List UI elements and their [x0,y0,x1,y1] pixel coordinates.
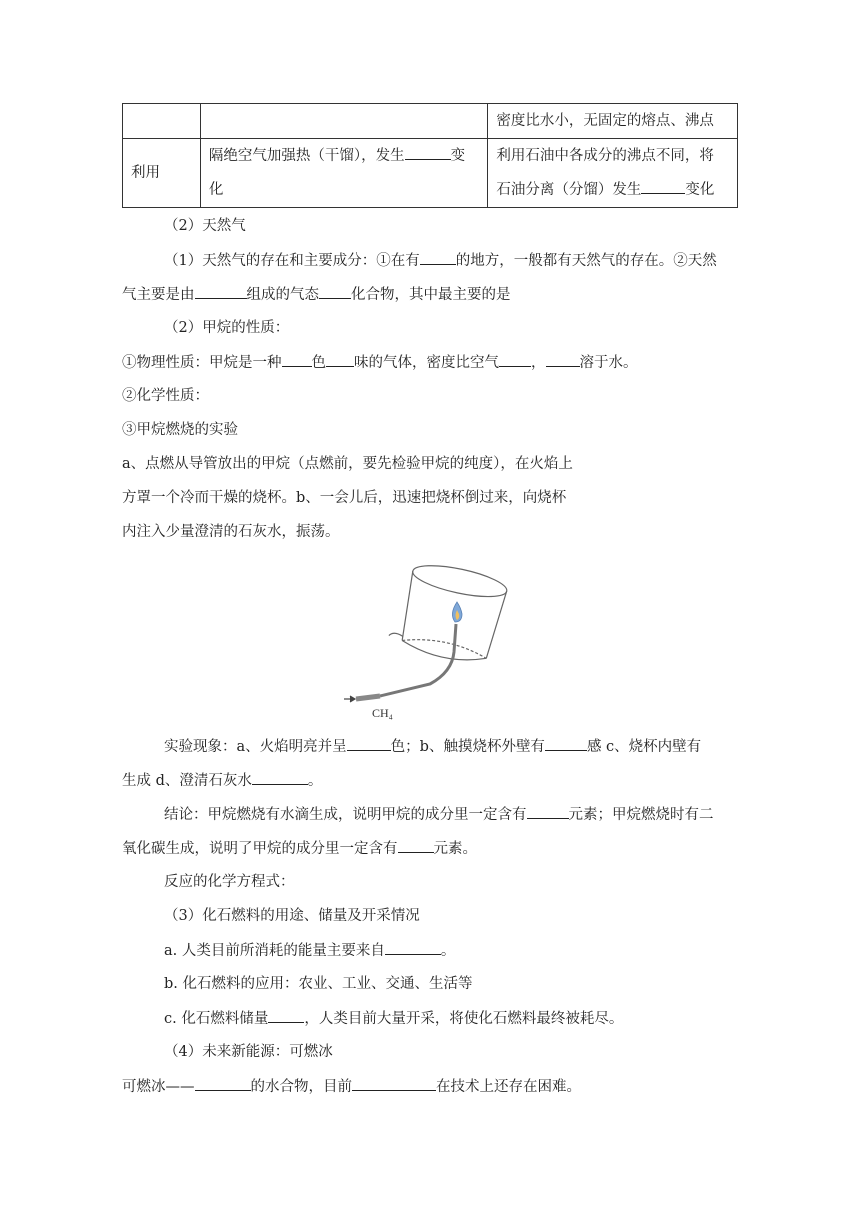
text: 氧化碳生成，说明了甲烷的成分里一定含有 [122,841,398,857]
beaker-bottom [410,559,509,602]
fill-blank[interactable] [347,736,391,751]
table-row [123,104,738,139]
text: 。 [307,773,323,789]
fill-blank[interactable] [527,804,569,819]
text-line [164,940,455,961]
text-line: a、点燃从导管放出的甲烷（点燃前，要先检验甲烷的纯度），在火焰上 [122,456,573,472]
cell-text: 变 [450,148,466,164]
text-line [164,1008,623,1029]
text: 味的气体，密度比空气 [354,355,499,371]
cell-text: 化 [208,182,224,198]
beaker-rim [401,640,487,666]
text-line [164,804,714,825]
text-line: 方罩一个冷而干燥的烧杯。b、一会儿后，迅速把烧杯倒过来，向烧杯 [122,490,567,506]
text-line [122,352,638,373]
text-line: b. 化石燃料的应用：农业、工业、交通、生活等 [164,976,473,992]
text: c. 化石燃料储量 [164,1011,269,1027]
text: 化合物，其中最主要的是 [351,287,511,303]
section-heading: （3）化石燃料的用途、储量及开采情况 [164,908,420,924]
text: 色；b、触摸烧杯外壁有 [390,739,545,755]
text-line [122,284,511,305]
table-cell-oil-use [488,139,738,208]
fill-blank[interactable] [319,284,351,299]
text-line [164,736,701,757]
text: 结论：甲烷燃烧有水滴生成，说明甲烷的成分里一定含有 [164,807,527,823]
text: ①物理性质：甲烷是一种 [122,355,282,371]
figure-label: CH₄ [372,706,393,720]
fill-blank[interactable] [546,352,580,367]
fill-blank[interactable] [195,284,247,299]
fill-blank[interactable] [252,770,308,785]
fill-blank[interactable] [282,352,312,367]
fill-blank[interactable] [545,736,587,751]
table-cell [200,104,488,139]
text: 可燃冰—— [122,1079,195,1095]
text-line [122,770,322,791]
fossil-fuel-table [122,103,738,208]
text: ， [531,355,546,371]
fill-blank[interactable] [405,145,451,160]
text-line: ③甲烷燃烧的实验 [122,422,238,438]
fill-blank[interactable] [420,250,456,265]
text-line: 内注入少量澄清的石灰水，振荡。 [122,524,340,540]
fill-blank[interactable] [385,940,441,955]
text-line: 反应的化学方程式： [164,874,295,890]
fill-blank[interactable] [352,1076,436,1091]
rubber-tube [356,696,380,699]
fill-blank[interactable] [326,352,354,367]
section-heading: （2）天然气 [164,218,246,234]
row-header-use: 利用 [123,139,201,208]
text: 感 c、烧杯内壁有 [586,739,702,755]
cell-text: 变化 [685,182,715,198]
text: 色 [311,355,326,371]
text: 在技术上还存在困难。 [436,1079,581,1095]
text: 组成的气态 [246,287,319,303]
fill-blank[interactable] [499,352,531,367]
text: 元素；甲烷燃烧时有二 [568,807,714,823]
cell-text: 利用石油中各成分的沸点不同，将 [496,148,714,164]
fill-blank[interactable] [195,1076,251,1091]
text: 元素。 [433,841,477,857]
text: （1）天然气的存在和主要成分：①在有 [164,253,420,269]
text-line [164,250,717,271]
table-cell: 密度比水小，无固定的熔点、沸点 [488,104,738,139]
gas-tube [380,624,456,696]
cell-text: 石油分离（分馏）发生 [496,182,642,198]
section-heading: （2）甲烷的性质： [164,320,290,336]
fill-blank[interactable] [268,1008,304,1023]
table-row [123,139,738,208]
text: 实验现象：a、火焰明亮并呈 [164,739,347,755]
text: a. 人类目前所消耗的能量主要来自 [164,943,385,959]
text-line: ②化学性质： [122,388,209,404]
section-heading: （4）未来新能源：可燃冰 [164,1044,333,1060]
methane-combustion-figure [340,556,540,724]
text-line [122,838,477,859]
text: 的水合物，目前 [250,1079,352,1095]
fill-blank[interactable] [398,838,434,853]
cell-text: 隔绝空气加强热（干馏），发生 [208,148,405,164]
text: 。 [440,943,456,959]
table-cell [123,104,201,139]
fill-blank[interactable] [641,179,685,194]
table-cell-coal-use [200,139,488,208]
text: 的地方，一般都有天然气的存在。②天然 [455,253,717,269]
text: ，人类目前大量开采，将使化石燃料最终被耗尽。 [304,1011,624,1027]
text: 生成 d、澄清石灰水 [122,773,252,789]
text: 气主要是由 [122,287,195,303]
text: 溶于水。 [579,355,638,371]
text-line [122,1076,581,1097]
